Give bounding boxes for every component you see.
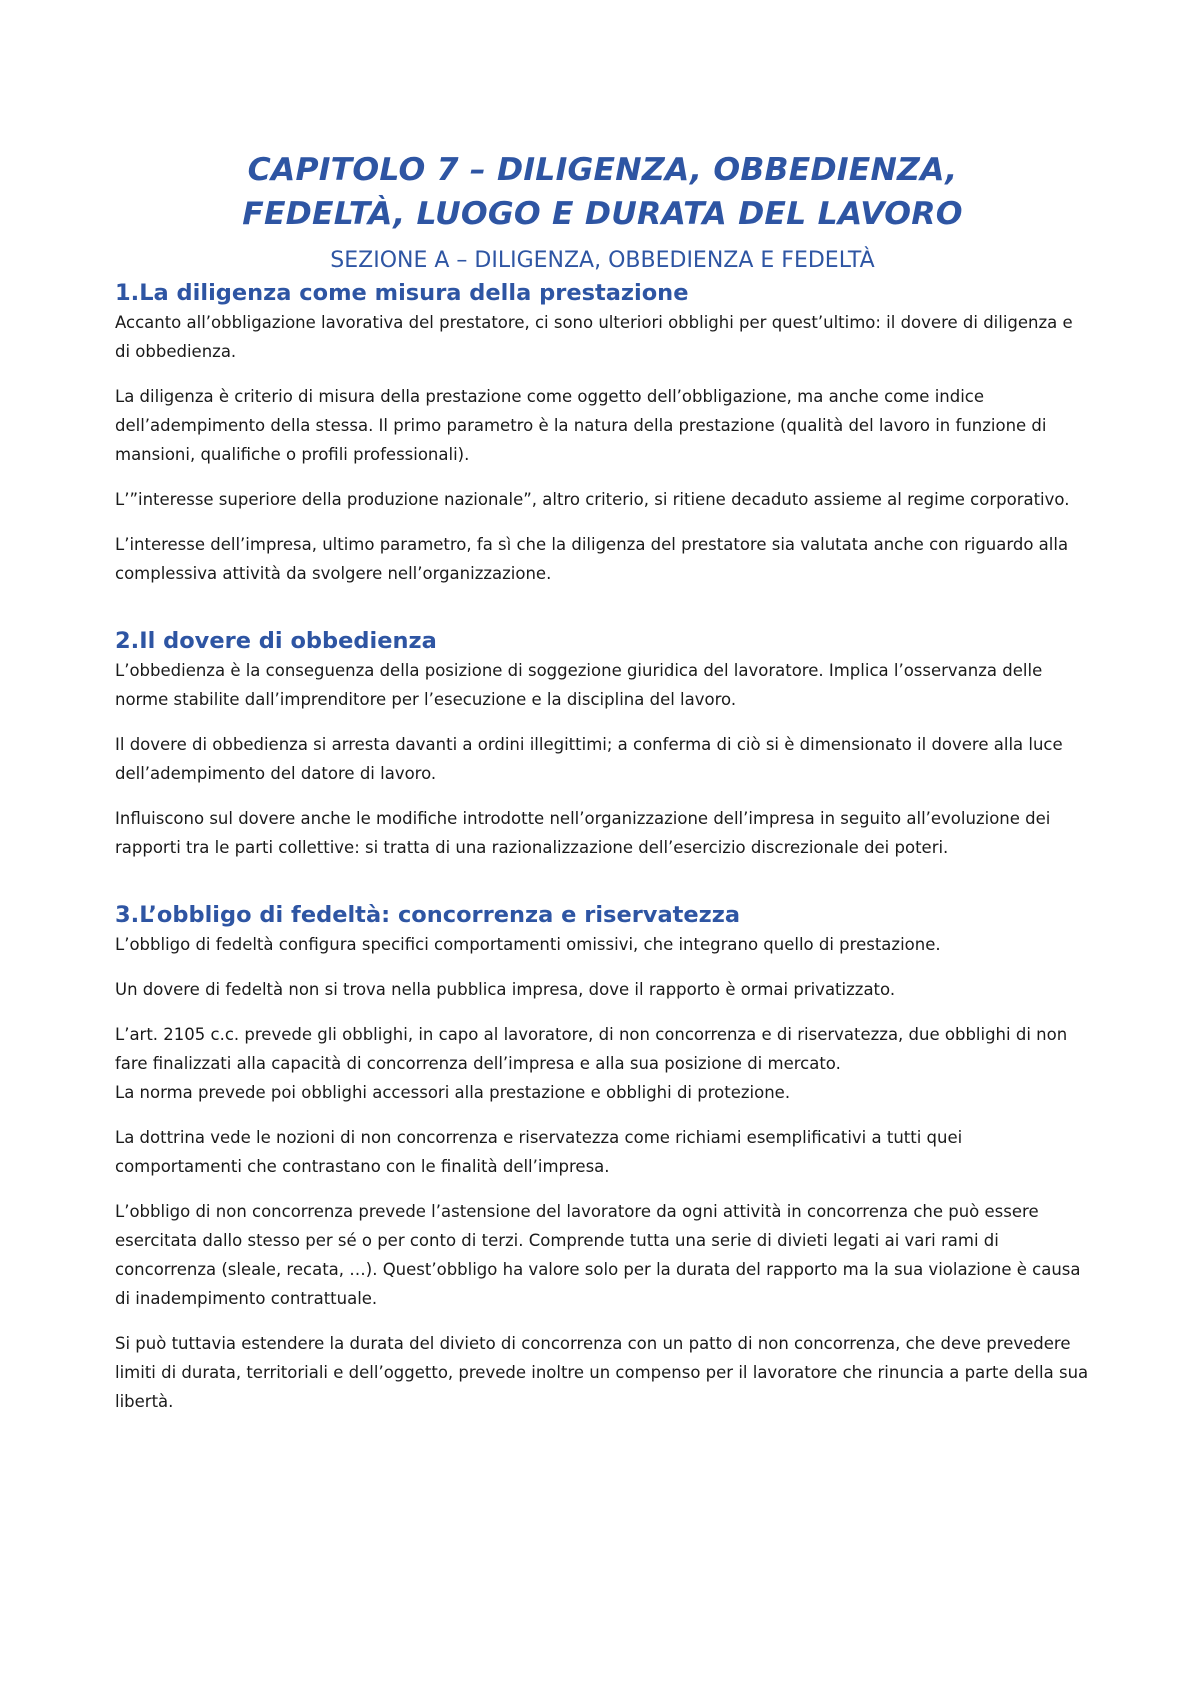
paragraph: Influiscono sul dovere anche le modifiche introdotte nell’organizzazione dell’impresa in seguito all’evoluzione dei rapporti tra le parti collettive: si tratta di una razionalizzazione dell’esercizio discrezionale dei poteri. <box>115 809 1051 857</box>
paragraph: Si può tuttavia estendere la durata del divieto di concorrenza con un patto di non concorrenza, che deve prevedere limiti di durata, territoriali e dell’oggetto, prevede inoltre un compenso per il lavoratore che rinuncia a parte della sua libertà. <box>115 1334 1089 1411</box>
paragraph: L’obbligo di non concorrenza prevede l’astensione del lavoratore da ogni attività in concorrenza che può essere esercitata dallo stesso per sé o per conto di terzi. Comprende tutta una serie di divieti legati ai vari rami di concorrenza (sleale, recata, …). Quest’obbligo ha valore solo per la durata del rapporto ma la sua violazione è causa di inadempimento contrattuale. <box>115 1202 1081 1308</box>
paragraph: L’obbedienza è la conseguenza della posizione di soggezione giuridica del lavoratore. Implica l’osservanza delle norme stabilite dall’imprenditore per l’esecuzione e la disciplina del lavoro. <box>115 661 1043 709</box>
paragraph: Un dovere di fedeltà non si trova nella pubblica impresa, dove il rapporto è ormai privatizzato. <box>115 980 896 999</box>
paragraph: La diligenza è criterio di misura della prestazione come oggetto dell’obbligazione, ma anche come indice dell’adempimento della stessa. Il primo parametro è la natura della prestazione (qualità del lavoro in funzione di mansioni, qualifiche o profili professionali). <box>115 387 1047 464</box>
paragraph: L’art. 2105 c.c. prevede gli obblighi, in capo al lavoratore, di non concorrenza e di riservatezza, due obblighi di non fare finalizzati alla capacità di concorrenza dell’impresa e alla sua posizione di mercato. La norma prevede poi obblighi accessori alla prestazione e obblighi di protezione. <box>115 1025 1068 1102</box>
heading-diligenza: 1.La diligenza come misura della prestazione <box>115 280 689 306</box>
chapter-title <box>115 148 1090 236</box>
section-title: SEZIONE A – DILIGENZA, OBBEDIENZA E FEDELTÀ <box>330 248 875 273</box>
paragraph: L’interesse dell’impresa, ultimo parametro, fa sì che la diligenza del prestatore sia valutata anche con riguardo alla complessiva attività da svolgere nell’organizzazione. <box>115 535 1069 583</box>
paragraph: Accanto all’obbligazione lavorativa del prestatore, ci sono ulteriori obblighi per quest’ultimo: il dovere di diligenza e di obbedienza. <box>115 313 1073 361</box>
chapter-title-line-1: CAPITOLO 7 – DILIGENZA, OBBEDIENZA, <box>247 152 958 188</box>
document-page <box>115 148 1090 1416</box>
section-obbedienza <box>115 626 1090 862</box>
heading-fedelta: 3.L’obbligo di fedeltà: concorrenza e riservatezza <box>115 902 741 928</box>
paragraph: Il dovere di obbedienza si arresta davanti a ordini illegittimi; a conferma di ciò si è dimensionato il dovere alla luce dell’adempimento del datore di lavoro. <box>115 735 1063 783</box>
paragraph: L’obbligo di fedeltà configura specifici comportamenti omissivi, che integrano quello di prestazione. <box>115 935 941 954</box>
paragraph: La dottrina vede le nozioni di non concorrenza e riservatezza come richiami esemplificativi a tutti quei comportamenti che contrastano con le finalità dell’impresa. <box>115 1128 963 1176</box>
chapter-title-line-2: FEDELTÀ, LUOGO E DURATA DEL LAVORO <box>242 196 963 232</box>
section-fedelta <box>115 900 1090 1416</box>
paragraph: L’”interesse superiore della produzione nazionale”, altro criterio, si ritiene decaduto assieme al regime corporativo. <box>115 490 1070 509</box>
section-diligenza <box>115 278 1090 588</box>
heading-obbedienza: 2.Il dovere di obbedienza <box>115 628 437 654</box>
